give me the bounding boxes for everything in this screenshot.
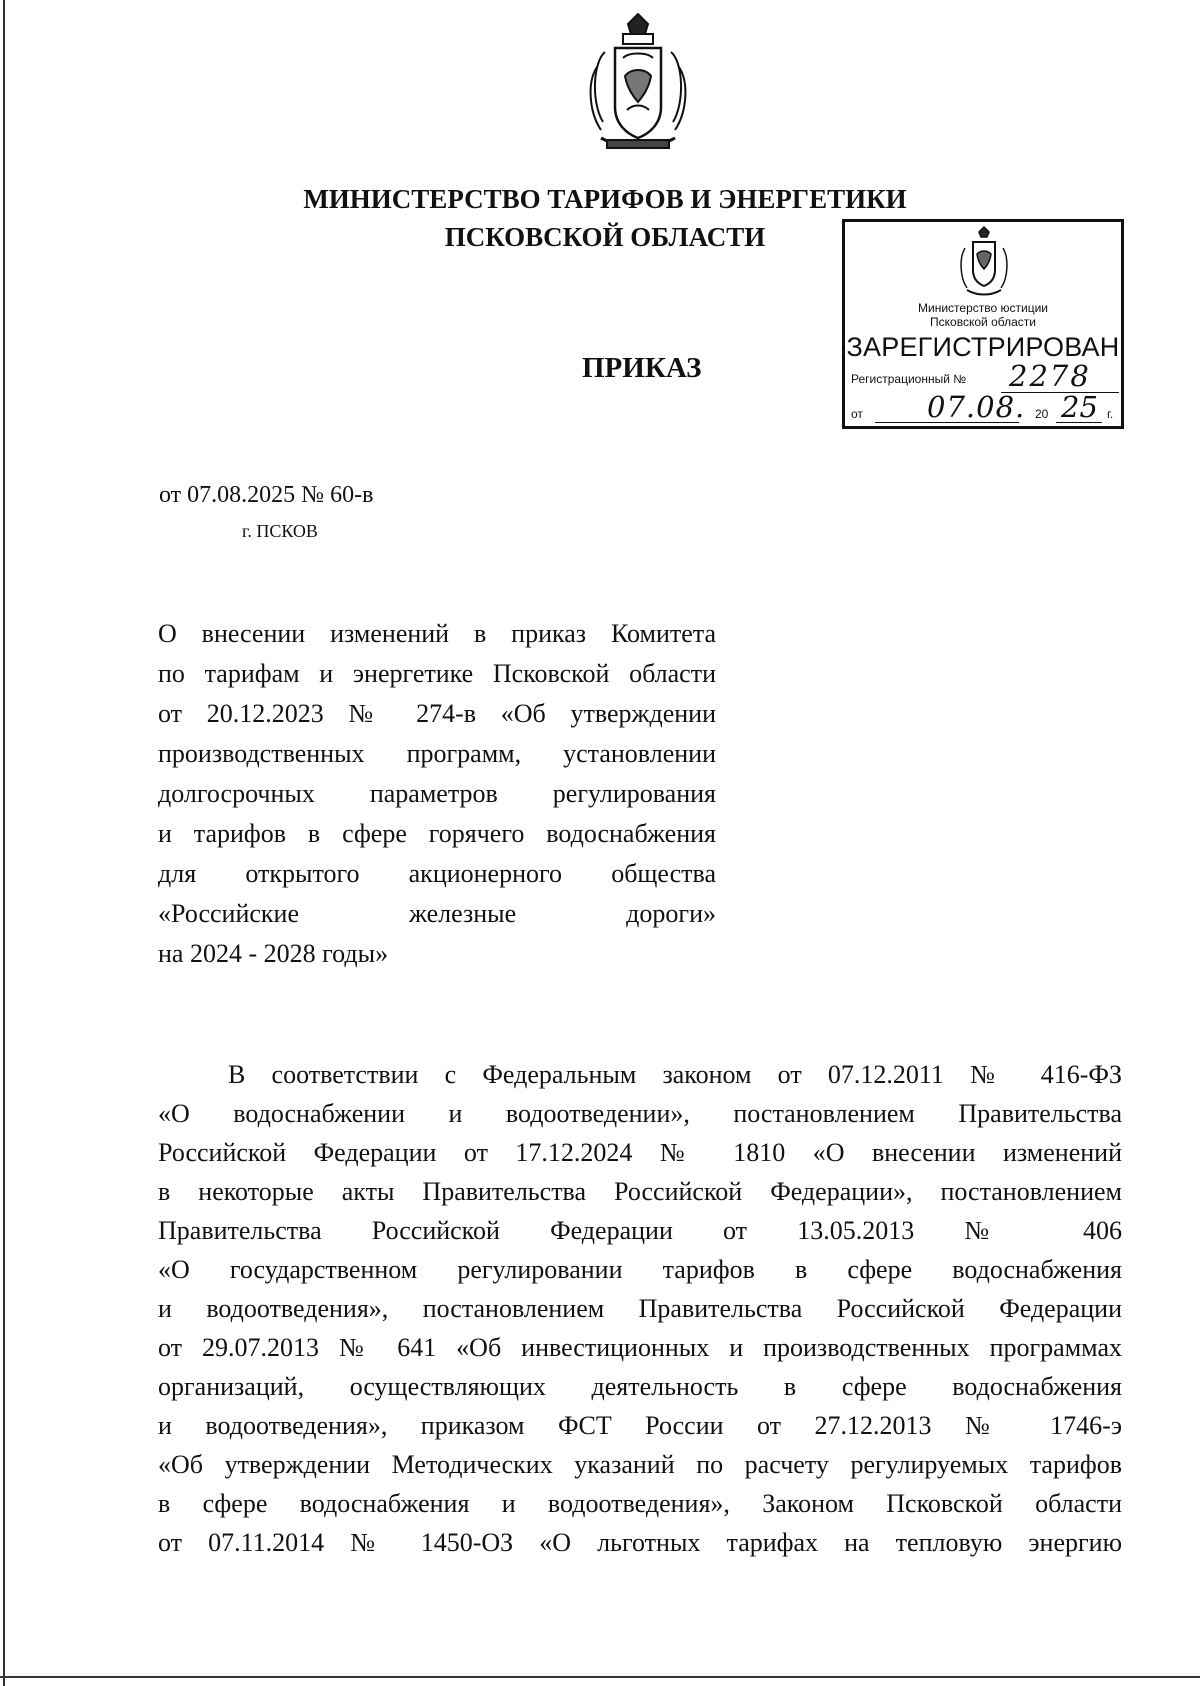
- order-city: г. ПСКОВ: [242, 521, 318, 541]
- document-type-title: ПРИКАЗ: [582, 352, 702, 384]
- body-line: и водоотведения», постановлением Правительства Российской Федерации: [158, 1294, 1122, 1323]
- subject-line: производственных программ, установлении: [158, 739, 716, 768]
- body-line: от 29.07.2013 № 641 «Об инвестиционных и производственных программах: [158, 1333, 1122, 1362]
- stamp-year-suffix: г.: [1107, 407, 1114, 421]
- registration-stamp: [842, 219, 1124, 429]
- scan-left-edge: [3, 0, 5, 1686]
- stamp-date-value: 07.08.: [927, 390, 1026, 424]
- body-line: В соответствии с Федеральным законом от 07.12.2011 № 416-ФЗ: [228, 1060, 1122, 1089]
- stamp-year-value: 25: [1061, 390, 1098, 424]
- order-body: [158, 1055, 1122, 1562]
- body-line: организаций, осуществляющих деятельность в сфере водоснабжения: [158, 1372, 1122, 1401]
- scan-bottom-edge: [0, 1676, 1200, 1678]
- body-line: Российской Федерации от 17.12.2024 № 1810 «О внесении изменений: [158, 1138, 1122, 1167]
- body-line: «О государственном регулировании тарифов в сфере водоснабжения: [158, 1255, 1122, 1284]
- subject-line: на 2024 - 2028 годы»: [158, 939, 389, 968]
- ministry-line-1: МИНИСТЕРСТВО ТАРИФОВ И ЭНЕРГЕТИКИ: [303, 184, 907, 214]
- body-line: Правительства Российской Федерации от 13.05.2013 № 406: [158, 1216, 1122, 1245]
- stamp-reg-number: 2278: [1009, 359, 1091, 393]
- order-number: от 07.08.2025 № 60-в: [159, 482, 374, 508]
- coat-of-arms-icon: [583, 12, 693, 157]
- subject-line: и тарифов в сфере горячего водоснабжения: [158, 819, 716, 848]
- stamp-year-prefix: 20: [1035, 407, 1049, 421]
- stamp-emblem-icon: [957, 226, 1011, 300]
- body-line: «Об утверждении Методических указаний по расчету регулируемых тарифов: [158, 1450, 1122, 1479]
- stamp-registered: ЗАРЕГИСТРИРОВАН: [846, 332, 1120, 362]
- subject-line: долгосрочных параметров регулирования: [158, 779, 716, 808]
- subject-line: для открытого акционерного общества: [158, 859, 716, 888]
- stamp-line-2: Псковской области: [930, 315, 1036, 329]
- ministry-line-2: ПСКОВСКОЙ ОБЛАСТИ: [444, 222, 766, 252]
- order-subject: [158, 614, 716, 974]
- stamp-reg-label: Регистрационный №: [851, 372, 967, 386]
- subject-line: О внесении изменений в приказ Комитета: [158, 619, 716, 648]
- stamp-line-1: Министерство юстиции: [918, 301, 1048, 315]
- subject-line: от 20.12.2023 № 274-в «Об утверждении: [158, 699, 716, 728]
- body-line: от 07.11.2014 № 1450-ОЗ «О льготных тарифах на тепловую энергию: [158, 1528, 1122, 1557]
- body-line: в сфере водоснабжения и водоотведения», Законом Псковской области: [158, 1489, 1122, 1518]
- subject-line: по тарифам и энергетике Псковской области: [158, 659, 716, 688]
- stamp-date-label: от: [851, 407, 863, 421]
- body-line: «О водоснабжении и водоотведении», постановлением Правительства: [158, 1099, 1122, 1128]
- body-line: и водоотведения», приказом ФСТ России от 27.12.2013 № 1746-э: [158, 1411, 1122, 1440]
- subject-line: «Российские железные дороги»: [158, 899, 716, 928]
- body-line: в некоторые акты Правительства Российской Федерации», постановлением: [158, 1177, 1122, 1206]
